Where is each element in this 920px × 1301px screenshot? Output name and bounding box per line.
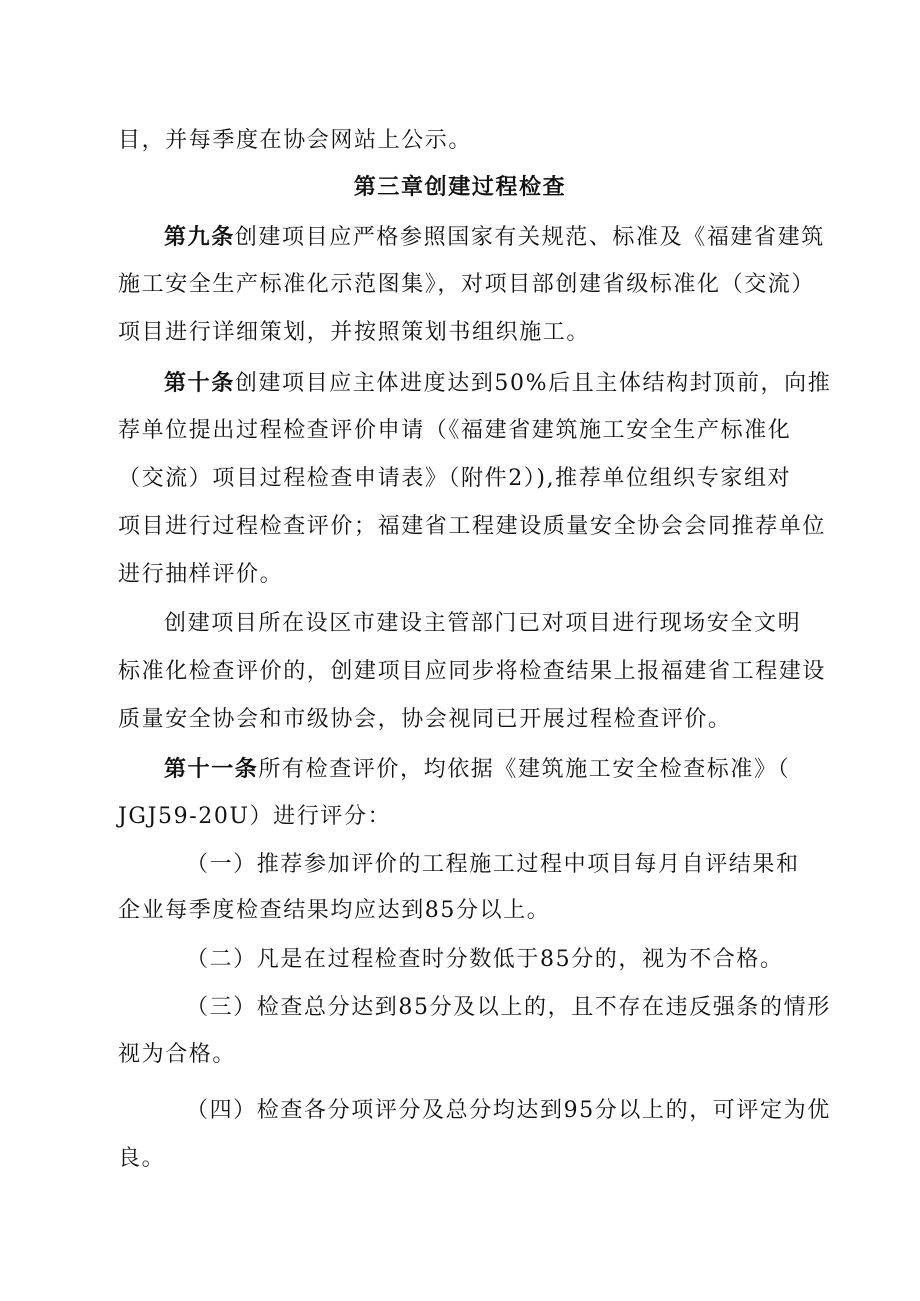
article-text: 所有检查评价，均依据《建筑施工安全检查标准》（ [258, 757, 791, 782]
text-line: 企业每季度检查结果均应达到85分以上。 [118, 898, 551, 923]
text-line: 良。 [118, 1146, 166, 1171]
text-line: 进行抽样评价。 [118, 562, 284, 587]
text-line: 项目进行详细策划，并按照策划书组织施工。 [118, 320, 591, 345]
text-line: 质量安全协会和市级协会，协会视同已开展过程检查评价。 [118, 707, 732, 732]
article-text: 创建项目应严格参照国家有关规范、标准及《福建省建筑 [234, 225, 825, 250]
text-line: 目，并每季度在协会网站上公示。 [118, 128, 473, 153]
chapter-heading: 第三章创建过程检查 [353, 175, 567, 200]
text-line: （交流）项目过程检查申请表》（附件2）),推荐单位组织专家组对 [118, 466, 792, 491]
text-line: JGJ59-20U）进行评分： [118, 804, 392, 829]
article-number: 第十条 [164, 371, 235, 396]
list-item: （二）凡是在过程检查时分数低于85分的，视为不合格。 [186, 947, 784, 972]
article-line [164, 755, 790, 785]
text-line: 项目进行过程检查评价；福建省工程建设质量安全协会会同推荐单位 [118, 514, 827, 539]
text-line: 视为合格。 [118, 1042, 237, 1067]
article-number: 第十一条 [164, 757, 259, 782]
list-item: （四）检查各分项评分及总分均达到95分以上的，可评定为优 [186, 1098, 831, 1123]
article-number: 第九条 [164, 225, 235, 250]
article-line [164, 369, 831, 399]
list-item: （三）检查总分达到85分及以上的，且不存在违反强条的情形 [186, 995, 831, 1020]
text-line: 荐单位提出过程检查评价申请（《福建省建筑施工安全生产标准化 [118, 418, 792, 443]
text-line: 创建项目所在设区市建设主管部门已对项目进行现场安全文明 [164, 611, 802, 636]
list-item: （一）推荐参加评价的工程施工过程中项目每月自评结果和 [186, 852, 800, 877]
article-line [164, 223, 825, 253]
article-text: 创建项目应主体进度达到50%后且主体结构封顶前，向推 [234, 371, 832, 396]
text-line: 标准化检查评价的，创建项目应同步将检查结果上报福建省工程建设 [118, 659, 827, 684]
text-line: 施工安全生产标准化示范图集》，对项目部创建省级标准化（交流） [118, 272, 816, 297]
